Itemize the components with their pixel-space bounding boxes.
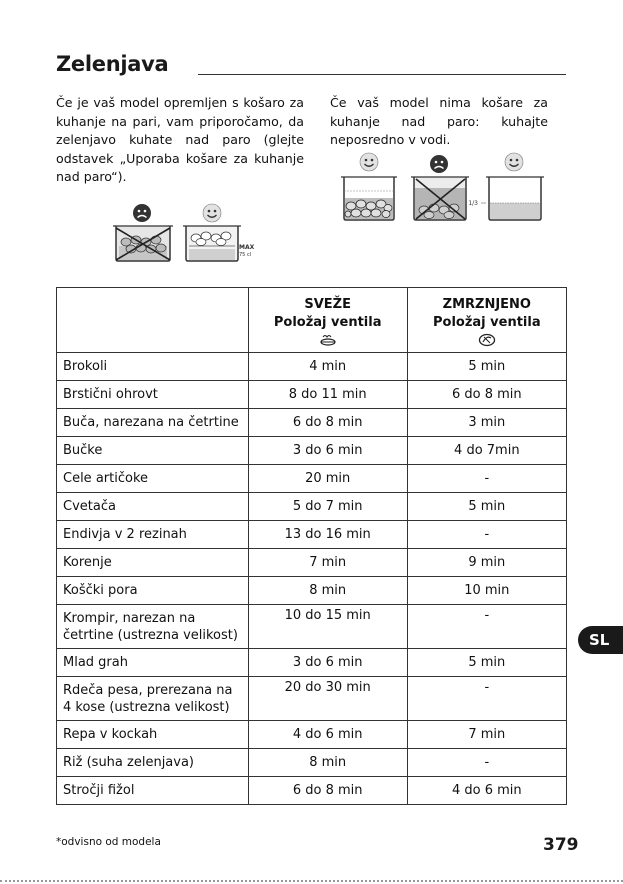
happy-face-icon [360,153,378,171]
pot-vegetables-in-water-icon [341,177,397,220]
table-row [57,677,567,721]
vegetable-name: Krompir, narezan na četrtine (ustrezna velikost) [57,605,249,649]
fresh-time: 5 do 7 min [248,493,407,521]
vegetable-name: Bučke [57,437,249,465]
vegetable-name: Cele artičoke [57,465,249,493]
vegetable-name: Koščki pora [57,577,249,605]
vegetable-name: Korenje [57,549,249,577]
footnote: *odvisno od modela [56,836,161,848]
one-third-label: 1/3 [468,200,478,207]
page-title: Zelenjava [56,52,169,76]
happy-face-icon [505,153,523,171]
table-row [57,549,567,577]
fresh-time: 6 do 8 min [248,777,407,805]
header-empty-cell [57,288,249,353]
sad-face-icon [133,204,151,222]
vegetable-name: Rdeča pesa, prerezana na 4 kose (ustrezna velikost) [57,677,249,721]
vegetable-name: Cvetača [57,493,249,521]
frozen-time: 5 min [407,649,566,677]
fresh-time: 20 do 30 min [248,677,407,721]
water-cooking-illustration [334,150,546,225]
header-fresh-title: SVEŽE [304,296,351,312]
header-frozen [407,288,566,353]
vegetable-name: Brokoli [57,353,249,381]
pot-no-basket-icon [113,226,173,261]
frozen-time: 10 min [407,577,566,605]
vegetable-name: Endivja v 2 rezinah [57,521,249,549]
vegetable-name: Buča, narezana na četrtine [57,409,249,437]
intro-steam-basket: Če je vaš model opremljen s košaro za kuhanje na pari, vam priporočamo, da zelenjavo kuhate nad paro (glejte odstavek „Uporaba košare za kuhanje nad paro“). [56,95,304,184]
table-row [57,777,567,805]
header-fresh [248,288,407,353]
fresh-time: 4 min [248,353,407,381]
frozen-time: 4 do 7min [407,437,566,465]
fresh-time: 10 do 15 min [248,605,407,649]
header-fresh-valve: Položaj ventila [273,314,382,330]
vegetable-name: Mlad grah [57,649,249,677]
fresh-time: 8 min [248,749,407,777]
language-tab: SL [578,626,623,654]
table-row [57,521,567,549]
frozen-time: 3 min [407,409,566,437]
table-row [57,493,567,521]
table-row [57,605,567,649]
frozen-time: - [407,521,566,549]
frozen-time: 5 min [407,353,566,381]
table-row [57,649,567,677]
table-row [57,353,567,381]
frozen-time: 6 do 8 min [407,381,566,409]
frozen-time: 5 min [407,493,566,521]
header-frozen-title: ZMRZNJENO [442,296,531,312]
fresh-time: 8 min [248,577,407,605]
pot-crossed-icon [411,177,469,220]
fresh-time: 8 do 11 min [248,381,407,409]
title-rule [198,74,566,75]
bottom-divider [0,880,623,882]
vegetable-name: Brstični ohrovt [57,381,249,409]
fresh-time: 3 do 6 min [248,437,407,465]
pot-one-third-water-icon [481,177,544,220]
happy-face-icon [203,204,221,222]
table-row [57,749,567,777]
fresh-time: 4 do 6 min [248,721,407,749]
vegetable-cooking-table [56,287,567,805]
table-row [57,437,567,465]
page-number: 379 [543,835,579,855]
steam-valve-icon [319,333,337,347]
max-label: MAX [239,244,255,251]
table-row [57,381,567,409]
fresh-time: 13 do 16 min [248,521,407,549]
vegetable-name: Riž (suha zelenjava) [57,749,249,777]
table-row [57,721,567,749]
fresh-time: 7 min [248,549,407,577]
table-row [57,465,567,493]
table-row [57,409,567,437]
table-row [57,577,567,605]
frozen-time: - [407,749,566,777]
frozen-time: - [407,465,566,493]
frozen-time: 9 min [407,549,566,577]
fresh-time: 6 do 8 min [248,409,407,437]
fresh-time: 20 min [248,465,407,493]
intro-no-basket: Če vaš model nima košare za kuhanje nad paro: kuhajte neposredno v vodi. [330,95,548,147]
volume-label: 75 cl [239,252,252,258]
frozen-time: 4 do 6 min [407,777,566,805]
frozen-time: - [407,677,566,721]
frozen-time: 7 min [407,721,566,749]
steam-basket-illustration [106,202,256,264]
frozen-time: - [407,605,566,649]
frozen-valve-icon [478,333,496,347]
sad-face-icon [430,155,448,173]
pot-with-basket-icon [183,226,244,261]
fresh-time: 3 do 6 min [248,649,407,677]
vegetable-name: Stročji fižol [57,777,249,805]
vegetable-name: Repa v kockah [57,721,249,749]
header-frozen-valve: Položaj ventila [433,314,541,330]
